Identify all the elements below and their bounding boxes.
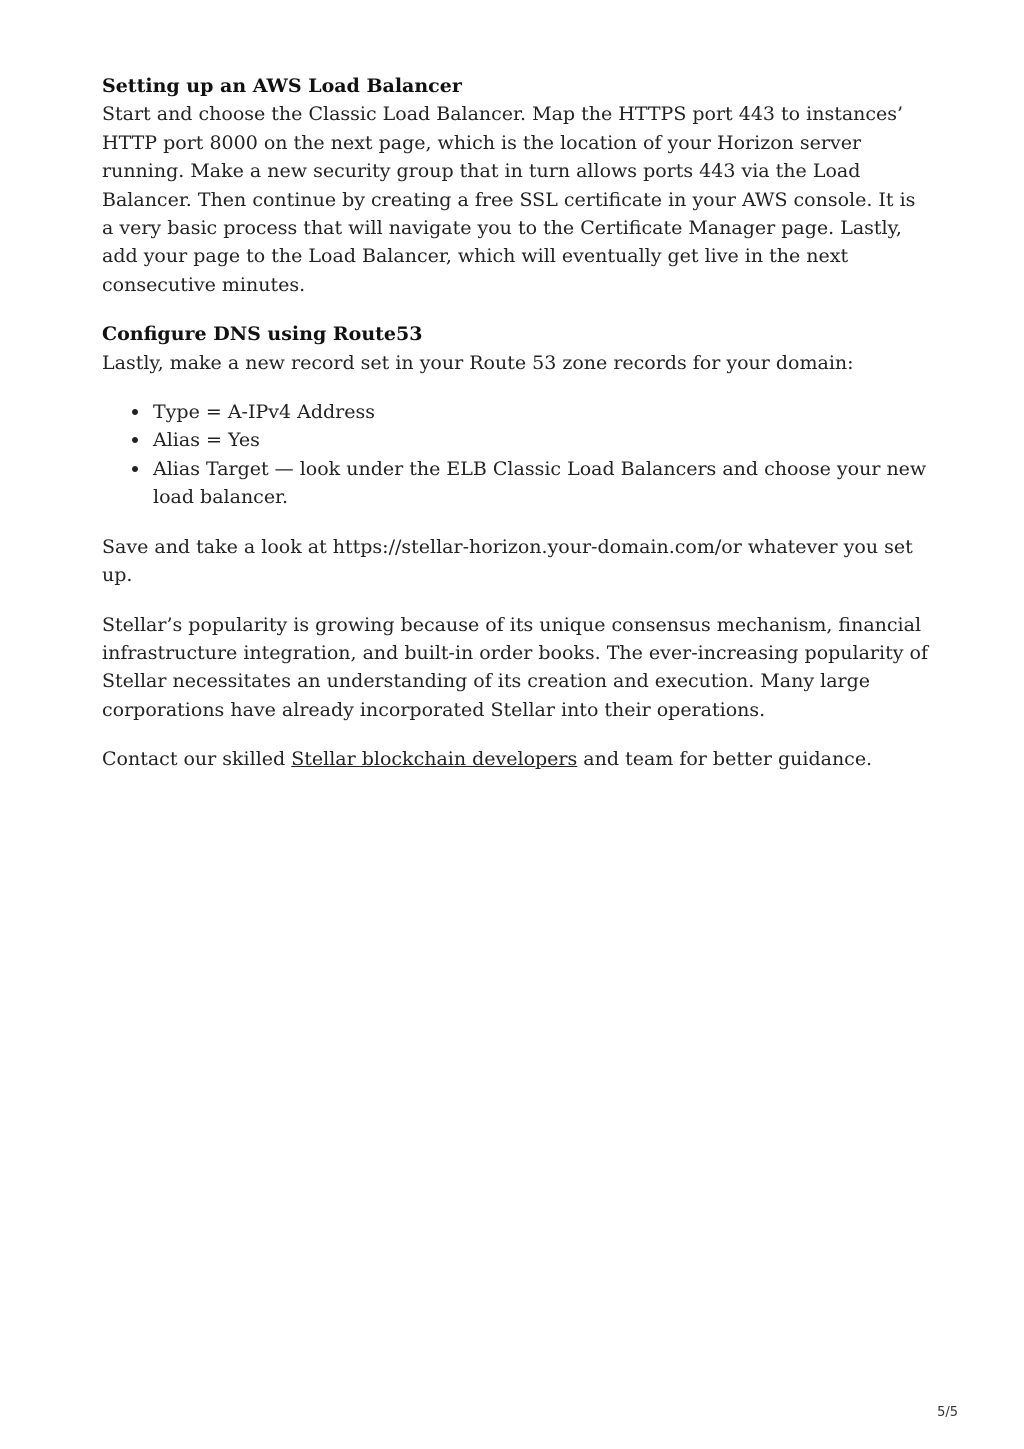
list-item: Alias Target — look under the ELB Classic Load Balancers and choose your new load balancer. (153, 455, 932, 512)
paragraph-contact (102, 745, 932, 773)
section-body-configure-dns: Lastly, make a new record set in your Route 53 zone records for your domain: (102, 351, 854, 374)
contact-suffix: and team for better guidance. (577, 748, 873, 771)
section-heading-aws-load-balancer: Setting up an AWS Load Balancer (102, 75, 462, 97)
article-content (102, 72, 932, 795)
paragraph-save-and-check: Save and take a look at https://stellar-horizon.your-domain.com/or whatever you set up. (102, 535, 913, 587)
section-heading-configure-dns: Configure DNS using Route53 (102, 323, 423, 346)
stellar-developers-link[interactable]: Stellar blockchain developers (291, 748, 578, 771)
paragraph-stellar-popularity: Stellar’s popularity is growing because of its unique consensus mechanism, financial infrastructure integration, and built-in order books. The ever-increasing popularity of Stellar necessitates an understanding of its creation and execution. Many large corporations have already incorporated Stellar into their operations. (102, 613, 928, 721)
section-body-aws-load-balancer: Start and choose the Classic Load Balancer. Map the HTTPS port 443 to instances’ HTTP port 8000 on the next page, which is the location of your Horizon server running. Make a new security group that in turn allows ports 443 via the Load Balancer. Then continue by creating a free SSL certificate in your AWS console. It is a very basic process that will navigate you to the Certificate Manager page. Lastly, add your page to the Load Balancer, which will eventually get live in the next consecutive minutes. (102, 103, 916, 296)
dns-record-list (102, 398, 932, 512)
list-item: Type = A-IPv4 Address (153, 398, 932, 426)
contact-prefix: Contact our skilled (102, 748, 292, 771)
list-item: Alias = Yes (153, 426, 932, 454)
page-number: 5/5 (937, 1405, 958, 1420)
